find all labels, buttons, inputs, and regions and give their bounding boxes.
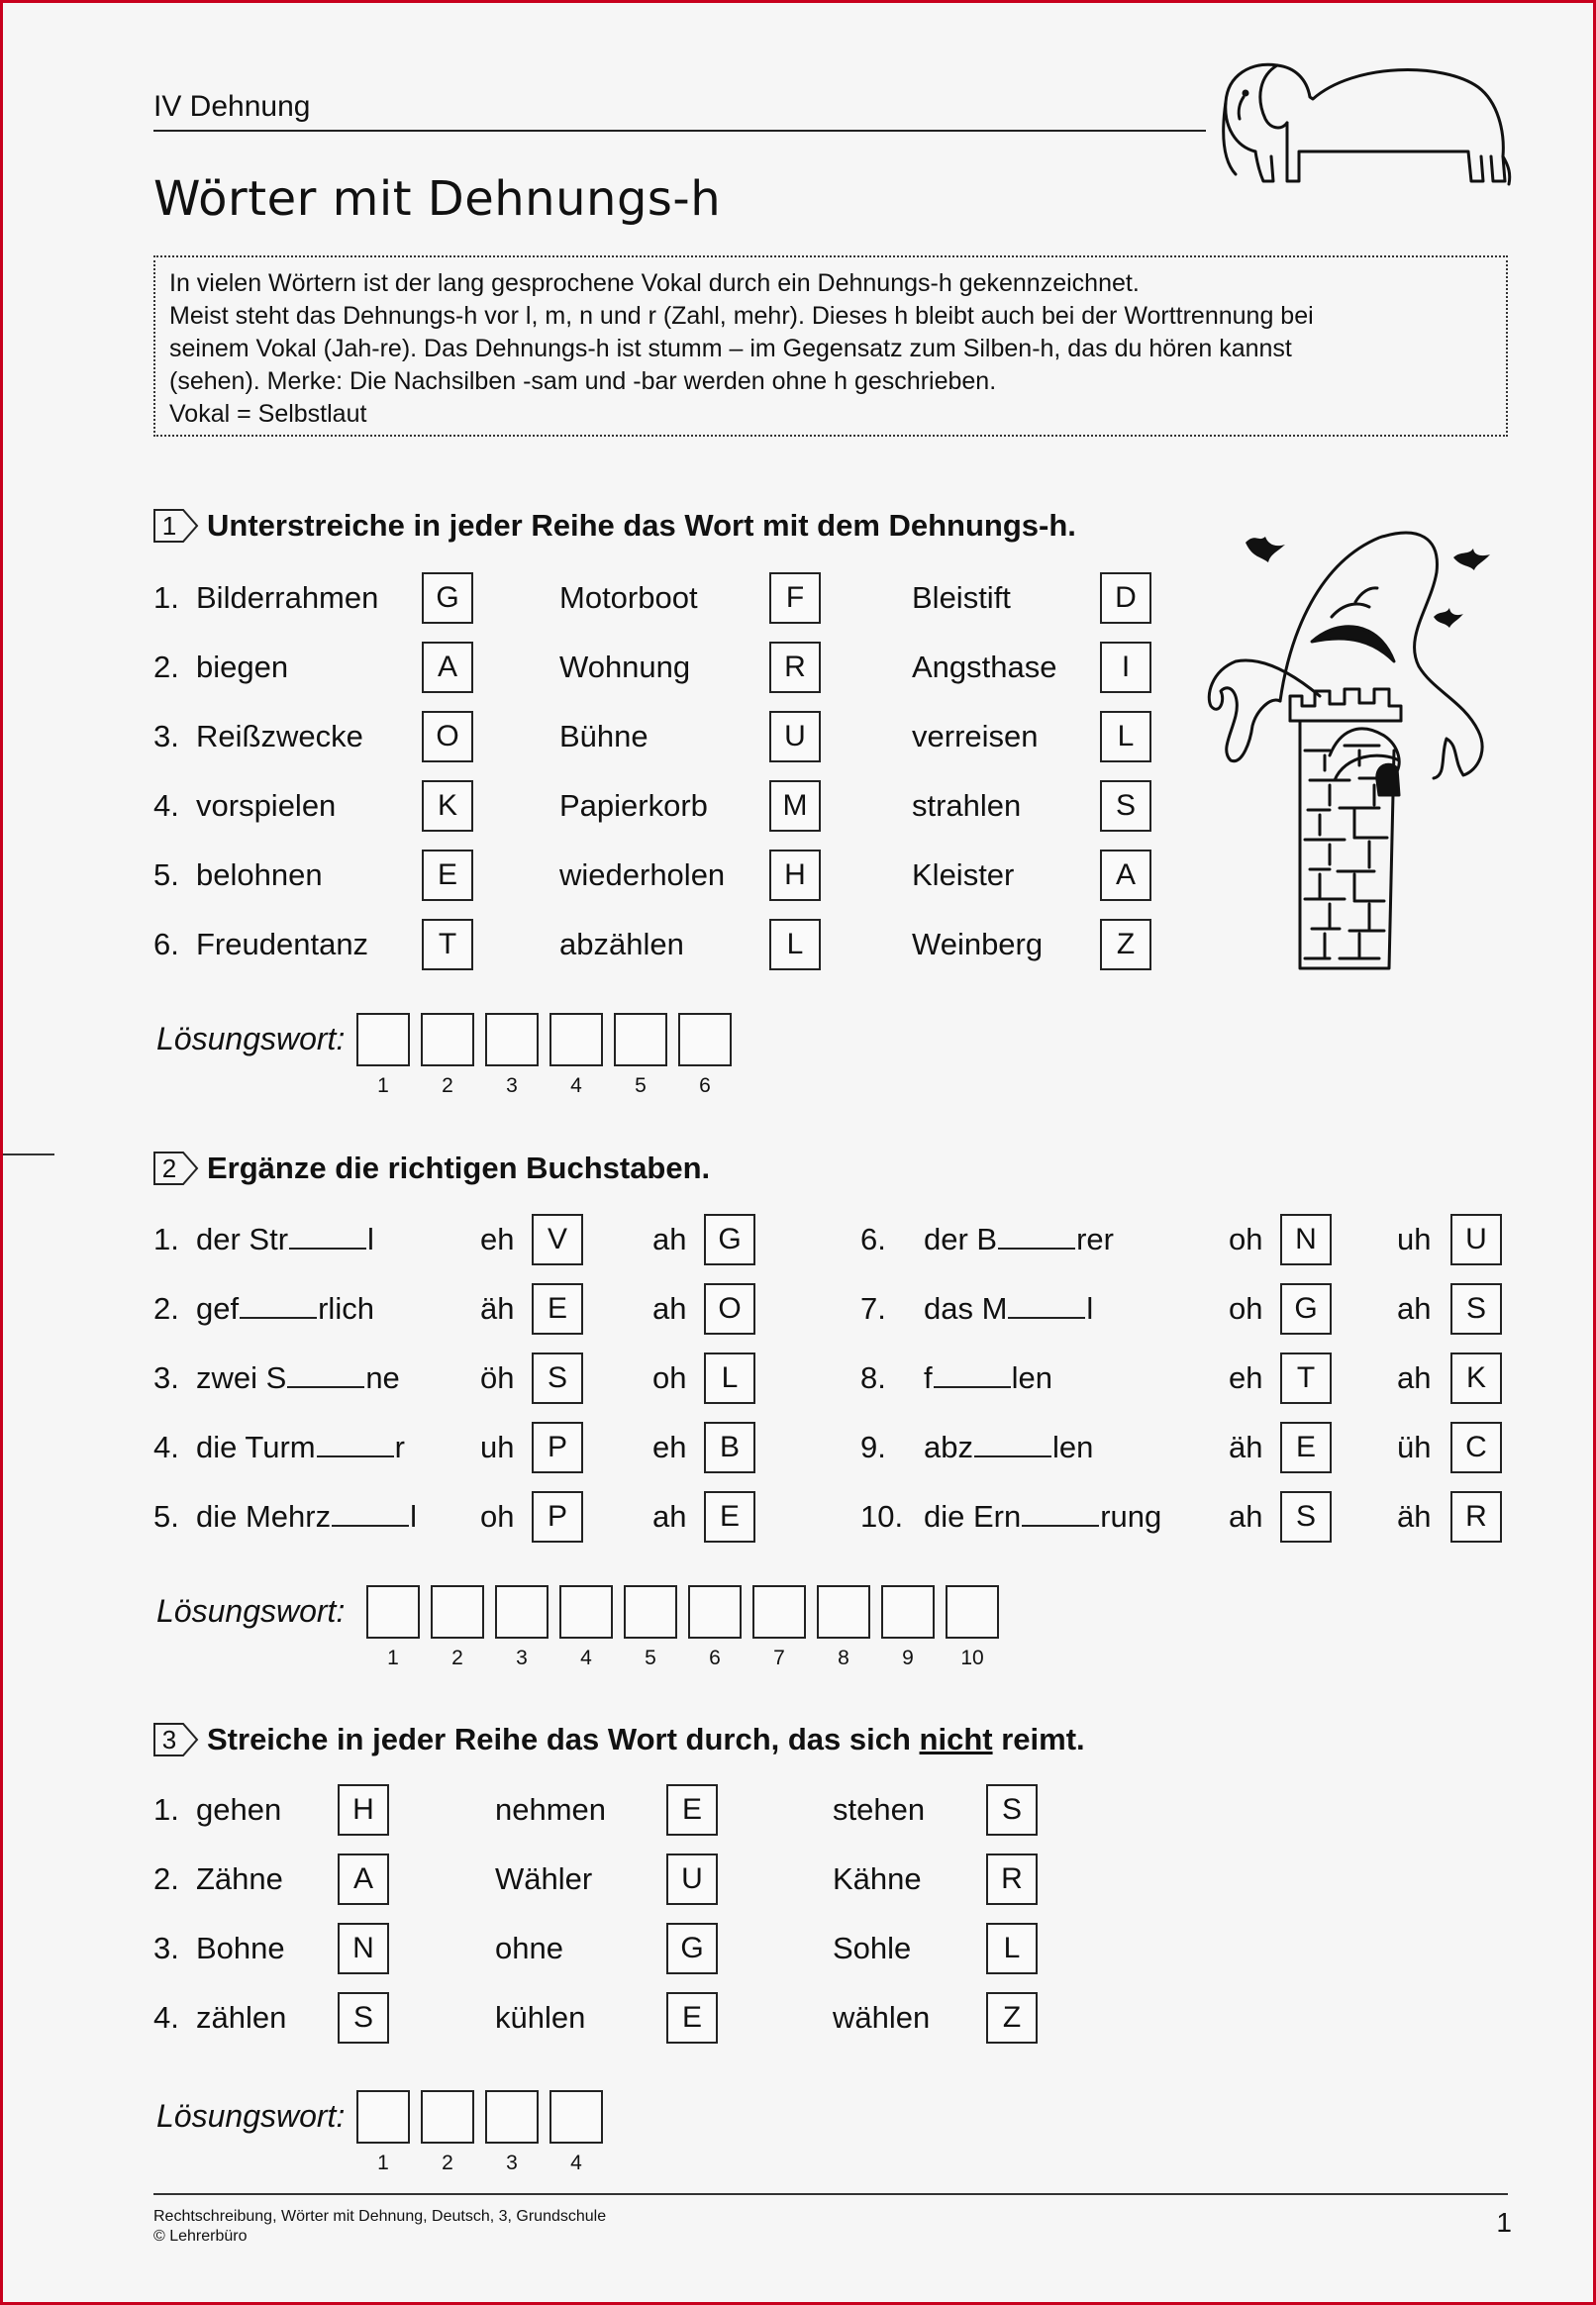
task1-solution-label: Lösungswort: [156, 1021, 346, 1056]
word-option: Wähler [495, 1861, 593, 1896]
solution-box[interactable] [421, 2090, 474, 2144]
letter-box[interactable]: E [704, 1491, 755, 1543]
letter-box[interactable]: V [532, 1214, 583, 1265]
gap-word [196, 1281, 374, 1337]
task2-solution-label: Lösungswort: [156, 1593, 346, 1629]
letter-box[interactable]: G [704, 1214, 755, 1265]
gap-word-end: rung [1100, 1499, 1162, 1534]
gap-word-end: l [367, 1222, 374, 1256]
word-option: nehmen [495, 1792, 607, 1827]
footer-text [153, 2207, 606, 2247]
solution-box-number: 2 [451, 1647, 463, 1669]
solution-box-number: 1 [377, 2152, 389, 2174]
word-option: Motorboot [559, 580, 698, 615]
word-option: Reißzwecke [196, 719, 363, 753]
letter-box[interactable]: H [769, 850, 821, 901]
solution-box-number: 3 [506, 1074, 518, 1097]
gap-word-end: l [1086, 1291, 1094, 1326]
word-option: Weinberg [912, 927, 1044, 961]
task-number-badge: 2 [153, 1152, 193, 1185]
letter-box[interactable]: N [1280, 1214, 1332, 1265]
gap-word-start: zwei S [196, 1360, 287, 1395]
blank-line[interactable] [317, 1426, 394, 1457]
solution-box-number: 1 [377, 1074, 389, 1097]
blank-line[interactable] [289, 1218, 366, 1250]
row-number: 7. [860, 1291, 886, 1326]
task2-instruction: Ergänze die richtigen Buchstaben. [207, 1151, 711, 1185]
letter-option: äh [480, 1291, 515, 1326]
letter-option: oh [652, 1360, 687, 1395]
solution-box-number: 6 [709, 1647, 721, 1669]
row-number: 4. [153, 1430, 179, 1464]
word-option: Papierkorb [559, 788, 708, 823]
word-option: verreisen [912, 719, 1039, 753]
row-number: 9. [860, 1430, 886, 1464]
letter-box[interactable]: S [1450, 1283, 1502, 1335]
letter-box[interactable]: R [986, 1854, 1038, 1905]
blank-line[interactable] [974, 1426, 1051, 1457]
task3-instruction: Streiche in jeder Reihe das Wort durch, das sich nicht reimt. [207, 1722, 1085, 1756]
gap-word-start: die Mehrz [196, 1499, 332, 1534]
letter-option: eh [652, 1430, 687, 1464]
letter-option: äh [1229, 1430, 1263, 1464]
solution-box[interactable] [549, 2090, 603, 2144]
solution-box[interactable] [485, 1013, 539, 1066]
row-number: 2. [153, 1291, 179, 1326]
letter-box[interactable]: L [769, 919, 821, 970]
solution-box[interactable] [485, 2090, 539, 2144]
letter-box[interactable]: C [1450, 1422, 1502, 1473]
gap-word [196, 1489, 417, 1545]
word-option: gehen [196, 1792, 282, 1827]
letter-option: ah [652, 1222, 687, 1256]
gap-word-end: len [1051, 1430, 1094, 1464]
solution-box[interactable] [431, 1585, 484, 1639]
blank-line[interactable] [934, 1356, 1011, 1388]
letter-box[interactable]: U [666, 1854, 718, 1905]
task-number-badge: 1 [153, 509, 193, 543]
info-line: (sehen). Merke: Die Nachsilben -sam und -bar werden ohne h geschrieben. [169, 367, 997, 395]
blank-line[interactable] [240, 1287, 317, 1319]
letter-box[interactable]: Z [1100, 919, 1151, 970]
solution-box-number: 3 [516, 1647, 528, 1669]
solution-box-number: 7 [773, 1647, 785, 1669]
row-number: 1. [153, 1792, 179, 1827]
letter-box[interactable]: S [338, 1992, 389, 2044]
letter-box[interactable]: N [338, 1923, 389, 1974]
solution-box-number: 6 [699, 1074, 711, 1097]
solution-box[interactable] [614, 1013, 667, 1066]
word-option: kühlen [495, 2000, 586, 2035]
letter-option: öh [480, 1360, 515, 1395]
letter-box[interactable]: A [422, 642, 473, 693]
gap-word-end: ne [365, 1360, 400, 1395]
letter-box[interactable]: G [666, 1923, 718, 1974]
solution-box[interactable] [549, 1013, 603, 1066]
letter-box[interactable]: I [1100, 642, 1151, 693]
row-number: 6. [860, 1222, 886, 1256]
letter-box[interactable]: O [704, 1283, 755, 1335]
letter-option: oh [1229, 1222, 1263, 1256]
blank-line[interactable] [1008, 1287, 1085, 1319]
info-box [153, 255, 1508, 437]
row-number: 1. [153, 1222, 179, 1256]
task1-heading [153, 508, 1076, 544]
solution-box[interactable] [421, 1013, 474, 1066]
gap-word [196, 1351, 400, 1406]
letter-box[interactable]: Z [986, 1992, 1038, 2044]
gap-word [924, 1351, 1052, 1406]
letter-box[interactable]: S [1280, 1491, 1332, 1543]
letter-box[interactable]: U [769, 711, 821, 762]
solution-box-number: 1 [387, 1647, 399, 1669]
word-option: Kähne [833, 1861, 922, 1896]
letter-box[interactable]: F [769, 572, 821, 624]
word-option: Wohnung [559, 650, 691, 684]
task3-emphasis: nicht [919, 1722, 993, 1756]
word-option: Freudentanz [196, 927, 369, 961]
solution-box-number: 4 [580, 1647, 592, 1669]
letter-box[interactable]: D [1100, 572, 1151, 624]
gap-word-start: f [924, 1360, 933, 1395]
solution-box-number: 9 [902, 1647, 914, 1669]
solution-box[interactable] [356, 2090, 410, 2144]
word-option: Kleister [912, 857, 1015, 892]
letter-box[interactable]: K [422, 780, 473, 832]
footer-line-1: Rechtschreibung, Wörter mit Dehnung, Deutsch, 3, Grundschule [153, 2208, 607, 2225]
letter-box[interactable]: S [986, 1784, 1038, 1836]
letter-option: äh [1397, 1499, 1432, 1534]
word-option: vorspielen [196, 788, 337, 823]
word-option: strahlen [912, 788, 1022, 823]
letter-box[interactable]: L [704, 1353, 755, 1404]
word-option: belohnen [196, 857, 323, 892]
ghost-tower-drawing-icon [1181, 523, 1508, 978]
solution-box-number: 5 [635, 1074, 647, 1097]
letter-box[interactable]: L [986, 1923, 1038, 1974]
word-option: biegen [196, 650, 289, 684]
row-number: 3. [153, 1931, 179, 1965]
gap-word-start: gef [196, 1291, 240, 1326]
letter-option: oh [480, 1499, 515, 1534]
gap-word [924, 1281, 1093, 1337]
blank-line[interactable] [1022, 1495, 1099, 1527]
letter-box[interactable]: O [422, 711, 473, 762]
gap-word-start: der B [924, 1222, 998, 1256]
letter-box[interactable]: B [704, 1422, 755, 1473]
footer-line-2: © Lehrerbüro [153, 2228, 248, 2245]
letter-box[interactable]: U [1450, 1214, 1502, 1265]
letter-box[interactable]: E [422, 850, 473, 901]
letter-option: ah [1397, 1360, 1432, 1395]
letter-box[interactable]: S [1100, 780, 1151, 832]
gap-word-start: abz [924, 1430, 973, 1464]
gap-word [196, 1420, 405, 1475]
letter-box[interactable]: E [1280, 1422, 1332, 1473]
solution-box-number: 5 [645, 1647, 656, 1669]
word-option: zählen [196, 2000, 287, 2035]
gap-word-start: die Ern [924, 1499, 1022, 1534]
task3-solution-label: Lösungswort: [156, 2098, 346, 2134]
letter-box[interactable]: P [532, 1422, 583, 1473]
word-option: Bleistift [912, 580, 1011, 615]
task1-instruction: Unterstreiche in jeder Reihe das Wort mit dem Dehnungs-h. [207, 508, 1076, 543]
solution-box[interactable] [688, 1585, 742, 1639]
row-number: 4. [153, 788, 179, 823]
blank-line[interactable] [287, 1356, 364, 1388]
solution-box[interactable] [678, 1013, 732, 1066]
row-number: 2. [153, 1861, 179, 1896]
chapter-label: IV Dehnung [153, 90, 311, 123]
letter-box[interactable]: A [1100, 850, 1151, 901]
gap-word [924, 1212, 1114, 1267]
letter-box[interactable]: E [666, 1784, 718, 1836]
gap-word-end: l [410, 1499, 417, 1534]
gap-word [924, 1420, 1093, 1475]
row-number: 6. [153, 927, 179, 961]
letter-box[interactable]: R [769, 642, 821, 693]
info-line: Vokal = Selbstlaut [169, 400, 367, 428]
gap-word-start: der Str [196, 1222, 289, 1256]
task3-heading [153, 1722, 1085, 1757]
row-number: 2. [153, 650, 179, 684]
row-number: 10. [860, 1499, 904, 1534]
solution-box[interactable] [366, 1585, 420, 1639]
gap-word [196, 1212, 374, 1267]
solution-box[interactable] [752, 1585, 806, 1639]
word-option: Angsthase [912, 650, 1057, 684]
letter-box[interactable]: S [532, 1353, 583, 1404]
word-option: Bühne [559, 719, 648, 753]
letter-option: ah [652, 1499, 687, 1534]
info-line: Meist steht das Dehnungs-h vor l, m, n und r (Zahl, mehr). Dieses h bleibt auch bei der Worttrennung bei [169, 302, 1314, 330]
solution-box-number: 2 [442, 1074, 453, 1097]
solution-box[interactable] [559, 1585, 613, 1639]
margin-mark [3, 1153, 54, 1155]
solution-box-number: 2 [442, 2152, 453, 2174]
letter-box[interactable]: T [1280, 1353, 1332, 1404]
gap-word-end: rer [1076, 1222, 1114, 1256]
letter-box[interactable]: A [338, 1854, 389, 1905]
letter-box[interactable]: R [1450, 1491, 1502, 1543]
gap-word-end: len [1011, 1360, 1052, 1395]
footer-rule [153, 2193, 1508, 2195]
gap-word-end: rlich [318, 1291, 374, 1326]
row-number: 3. [153, 719, 179, 753]
solution-box[interactable] [881, 1585, 935, 1639]
elephant-drawing-icon [1216, 57, 1513, 191]
letter-option: ah [652, 1291, 687, 1326]
letter-box[interactable]: H [338, 1784, 389, 1836]
word-option: ohne [495, 1931, 563, 1965]
solution-box[interactable] [356, 1013, 410, 1066]
gap-word-start: das M [924, 1291, 1008, 1326]
letter-box[interactable]: M [769, 780, 821, 832]
solution-box-number: 4 [570, 1074, 582, 1097]
task-number-badge: 3 [153, 1723, 193, 1756]
solution-box-number: 4 [570, 2152, 582, 2174]
letter-option: uh [480, 1430, 515, 1464]
row-number: 5. [153, 857, 179, 892]
solution-box[interactable] [817, 1585, 870, 1639]
page-number: 1 [1496, 2207, 1512, 2238]
letter-option: uh [1397, 1222, 1432, 1256]
solution-box[interactable] [946, 1585, 999, 1639]
word-option: wählen [833, 2000, 931, 2035]
word-option: Zähne [196, 1861, 283, 1896]
letter-box[interactable]: P [532, 1491, 583, 1543]
solution-box-number: 3 [506, 2152, 518, 2174]
word-option: wiederholen [559, 857, 726, 892]
word-option: Bohne [196, 1931, 285, 1965]
letter-option: eh [1229, 1360, 1263, 1395]
solution-box[interactable] [624, 1585, 677, 1639]
letter-option: eh [480, 1222, 515, 1256]
letter-option: ah [1229, 1499, 1263, 1534]
row-number: 5. [153, 1499, 179, 1534]
page-title: Wörter mit Dehnungs-h [153, 171, 722, 227]
row-number: 8. [860, 1360, 886, 1395]
word-option: Bilderrahmen [196, 580, 379, 615]
info-line: seinem Vokal (Jah-re). Das Dehnungs-h ist stumm – im Gegensatz zum Silben-h, das du hören kannst [169, 335, 1292, 362]
row-number: 1. [153, 580, 179, 615]
gap-word-end: r [394, 1430, 405, 1464]
solution-box-number: 8 [838, 1647, 849, 1669]
letter-option: üh [1397, 1430, 1432, 1464]
header-rule [153, 130, 1206, 132]
blank-line[interactable] [998, 1218, 1075, 1250]
solution-box-number: 10 [960, 1647, 984, 1669]
gap-word-start: die Turm [196, 1430, 316, 1464]
info-line: In vielen Wörtern ist der lang gesprochene Vokal durch ein Dehnungs-h gekennzeichnet. [169, 269, 1140, 297]
letter-option: ah [1397, 1291, 1432, 1326]
word-option: stehen [833, 1792, 926, 1827]
letter-box[interactable]: T [422, 919, 473, 970]
letter-option: oh [1229, 1291, 1263, 1326]
blank-line[interactable] [332, 1495, 409, 1527]
solution-box[interactable] [495, 1585, 549, 1639]
letter-box[interactable]: E [532, 1283, 583, 1335]
row-number: 4. [153, 2000, 179, 2035]
letter-box[interactable]: E [666, 1992, 718, 2044]
row-number: 3. [153, 1360, 179, 1395]
task2-heading [153, 1151, 710, 1186]
letter-box[interactable]: K [1450, 1353, 1502, 1404]
letter-box[interactable]: L [1100, 711, 1151, 762]
letter-box[interactable]: G [1280, 1283, 1332, 1335]
word-option: Sohle [833, 1931, 912, 1965]
letter-box[interactable]: G [422, 572, 473, 624]
gap-word [924, 1489, 1161, 1545]
word-option: abzählen [559, 927, 684, 961]
